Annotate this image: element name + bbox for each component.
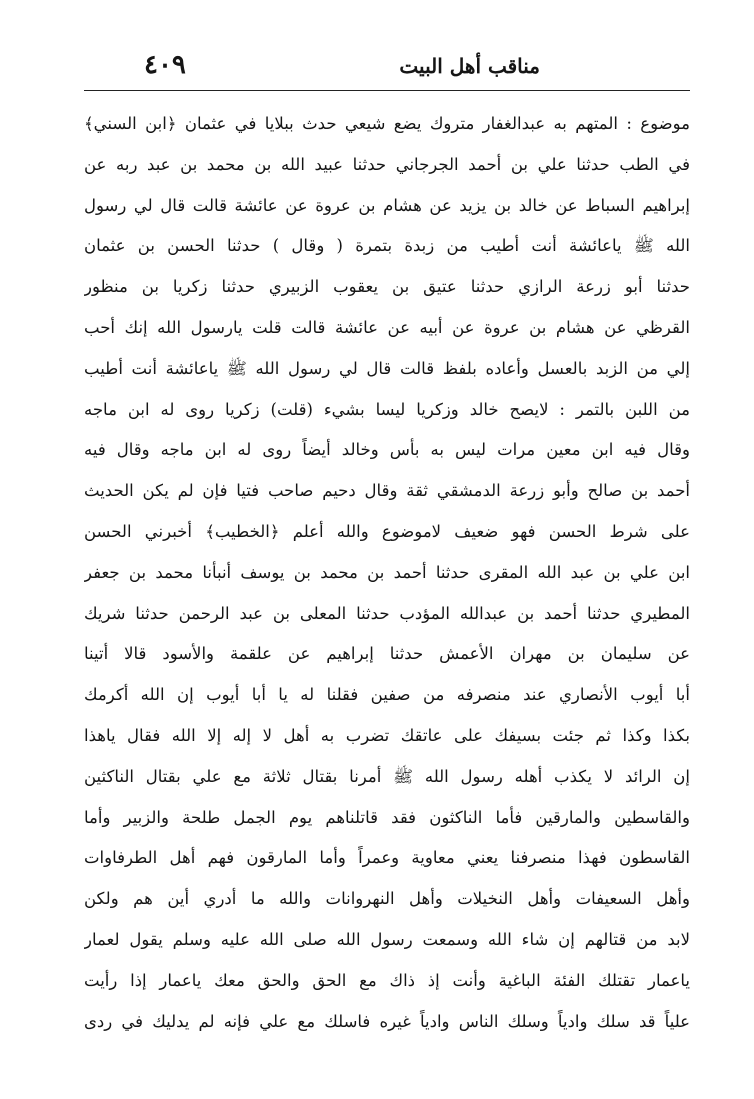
text-line: إن الرائد لا يكذب أهله رسول الله ﷺ أمرنا بقتال ثلاثة مع علي بقتال الناكثين xyxy=(84,766,690,786)
text-line: على شرط الحسن فهو ضعيف لاموضوع والله أعلم ﴿الخطيب﴾ أخبرني الحسن xyxy=(84,521,690,541)
header-rule xyxy=(84,90,690,91)
body-text xyxy=(84,104,690,1042)
text-line: وقال فيه ابن معين مرات ليس به بأس وخالد أيضاً روى له ابن ماجه وقال فيه xyxy=(84,440,690,460)
text-line: والقاسطين والمارقين فأما الناكثون فقد قاتلناهم يوم الجمل طلحة والزبير وأما xyxy=(84,807,690,827)
text-line: المطيري حدثنا أحمد بن عبدالله المؤدب حدثنا المعلى بن عبد الرحمن حدثنا شريك xyxy=(84,603,690,623)
text-line: إبراهيم السباط عن خالد بن يزيد عن هشام بن عروة عن عائشة قالت قال لي رسول xyxy=(84,195,690,215)
page-number: ٤٠٩ xyxy=(144,50,186,80)
text-line: الله ﷺ ياعائشة أنت أطيب من زبدة بتمرة ( وقال ) حدثنا الحسن بن عثمان xyxy=(84,236,690,256)
text-line: علياً قد سلك وادياً وسلك الناس وادياً غيره فاسلك مع علي فإنه لم يدليك في ردى xyxy=(84,1011,690,1031)
text-line: في الطب حدثنا علي بن أحمد الجرجاني حدثنا عبيد الله بن محمد بن عبد ربه عن xyxy=(84,154,690,174)
text-line: لابد من قتالهم إن شاء الله وسمعت رسول الله صلى الله عليه وسلم يقول لعمار xyxy=(84,929,690,949)
text-line: بكذا وكذا ثم جئت بسيفك على عاتقك تضرب به أهل لا إله إلا الله فقال ياهذا xyxy=(84,725,690,745)
text-line: أحمد بن صالح وأبو زرعة الدمشقي ثقة وقال دحيم صاحب فتيا فإن لم يكن الحديث xyxy=(84,481,690,501)
text-line: أبا أيوب الأنصاري عند منصرفه من صفين فقلنا له يا أبا أيوب إن الله أكرمك xyxy=(84,685,690,705)
text-line: من اللبن بالتمر : لايصح خالد وزكريا ليسا بشيء (قلت) زكريا روى له ابن ماجه xyxy=(84,399,690,419)
text-line: القرظي عن هشام بن عروة عن أبيه عن عائشة قالت قلت يارسول الله إنك أحب xyxy=(84,317,690,337)
text-line: موضوع : المتهم به عبدالغفار متروك يضع شيعي حدث ببلايا في عثمان ﴿ابن السني﴾ xyxy=(84,114,690,133)
text-line: ياعمار تقتلك الفئة الباغية وأنت إذ ذاك مع الحق والحق معك ياعمار إذا رأيت xyxy=(84,970,690,990)
text-line: حدثنا أبو زرعة الرازي حدثنا عتيق بن يعقوب الزبيري حدثنا زكريا بن منظور xyxy=(84,277,690,297)
running-title: مناقب أهل البيت xyxy=(399,54,540,78)
text-line: وأهل السعيفات وأهل النخيلات وأهل النهروانات والله ما أدري أين هم ولكن xyxy=(84,889,690,909)
document-page xyxy=(84,50,690,1070)
text-line: ابن علي بن عبد الله المقرى حدثنا أحمد بن محمد بن يوسف أنبأنا محمد بن جعفر xyxy=(84,562,690,582)
text-line: عن سليمان بن مهران الأعمش حدثنا إبراهيم عن علقمة والأسود قالا أتينا xyxy=(84,644,690,664)
text-line: إلي من الزبد بالعسل وأعاده بلفظ قالت قال لي رسول الله ﷺ ياعائشة أنت أطيب xyxy=(84,358,690,378)
page-header xyxy=(84,50,690,84)
text-line: القاسطون فهذا منصرفنا يعني معاوية وعمراً وأما المارقون فهم أهل الطرفاوات xyxy=(84,848,690,868)
